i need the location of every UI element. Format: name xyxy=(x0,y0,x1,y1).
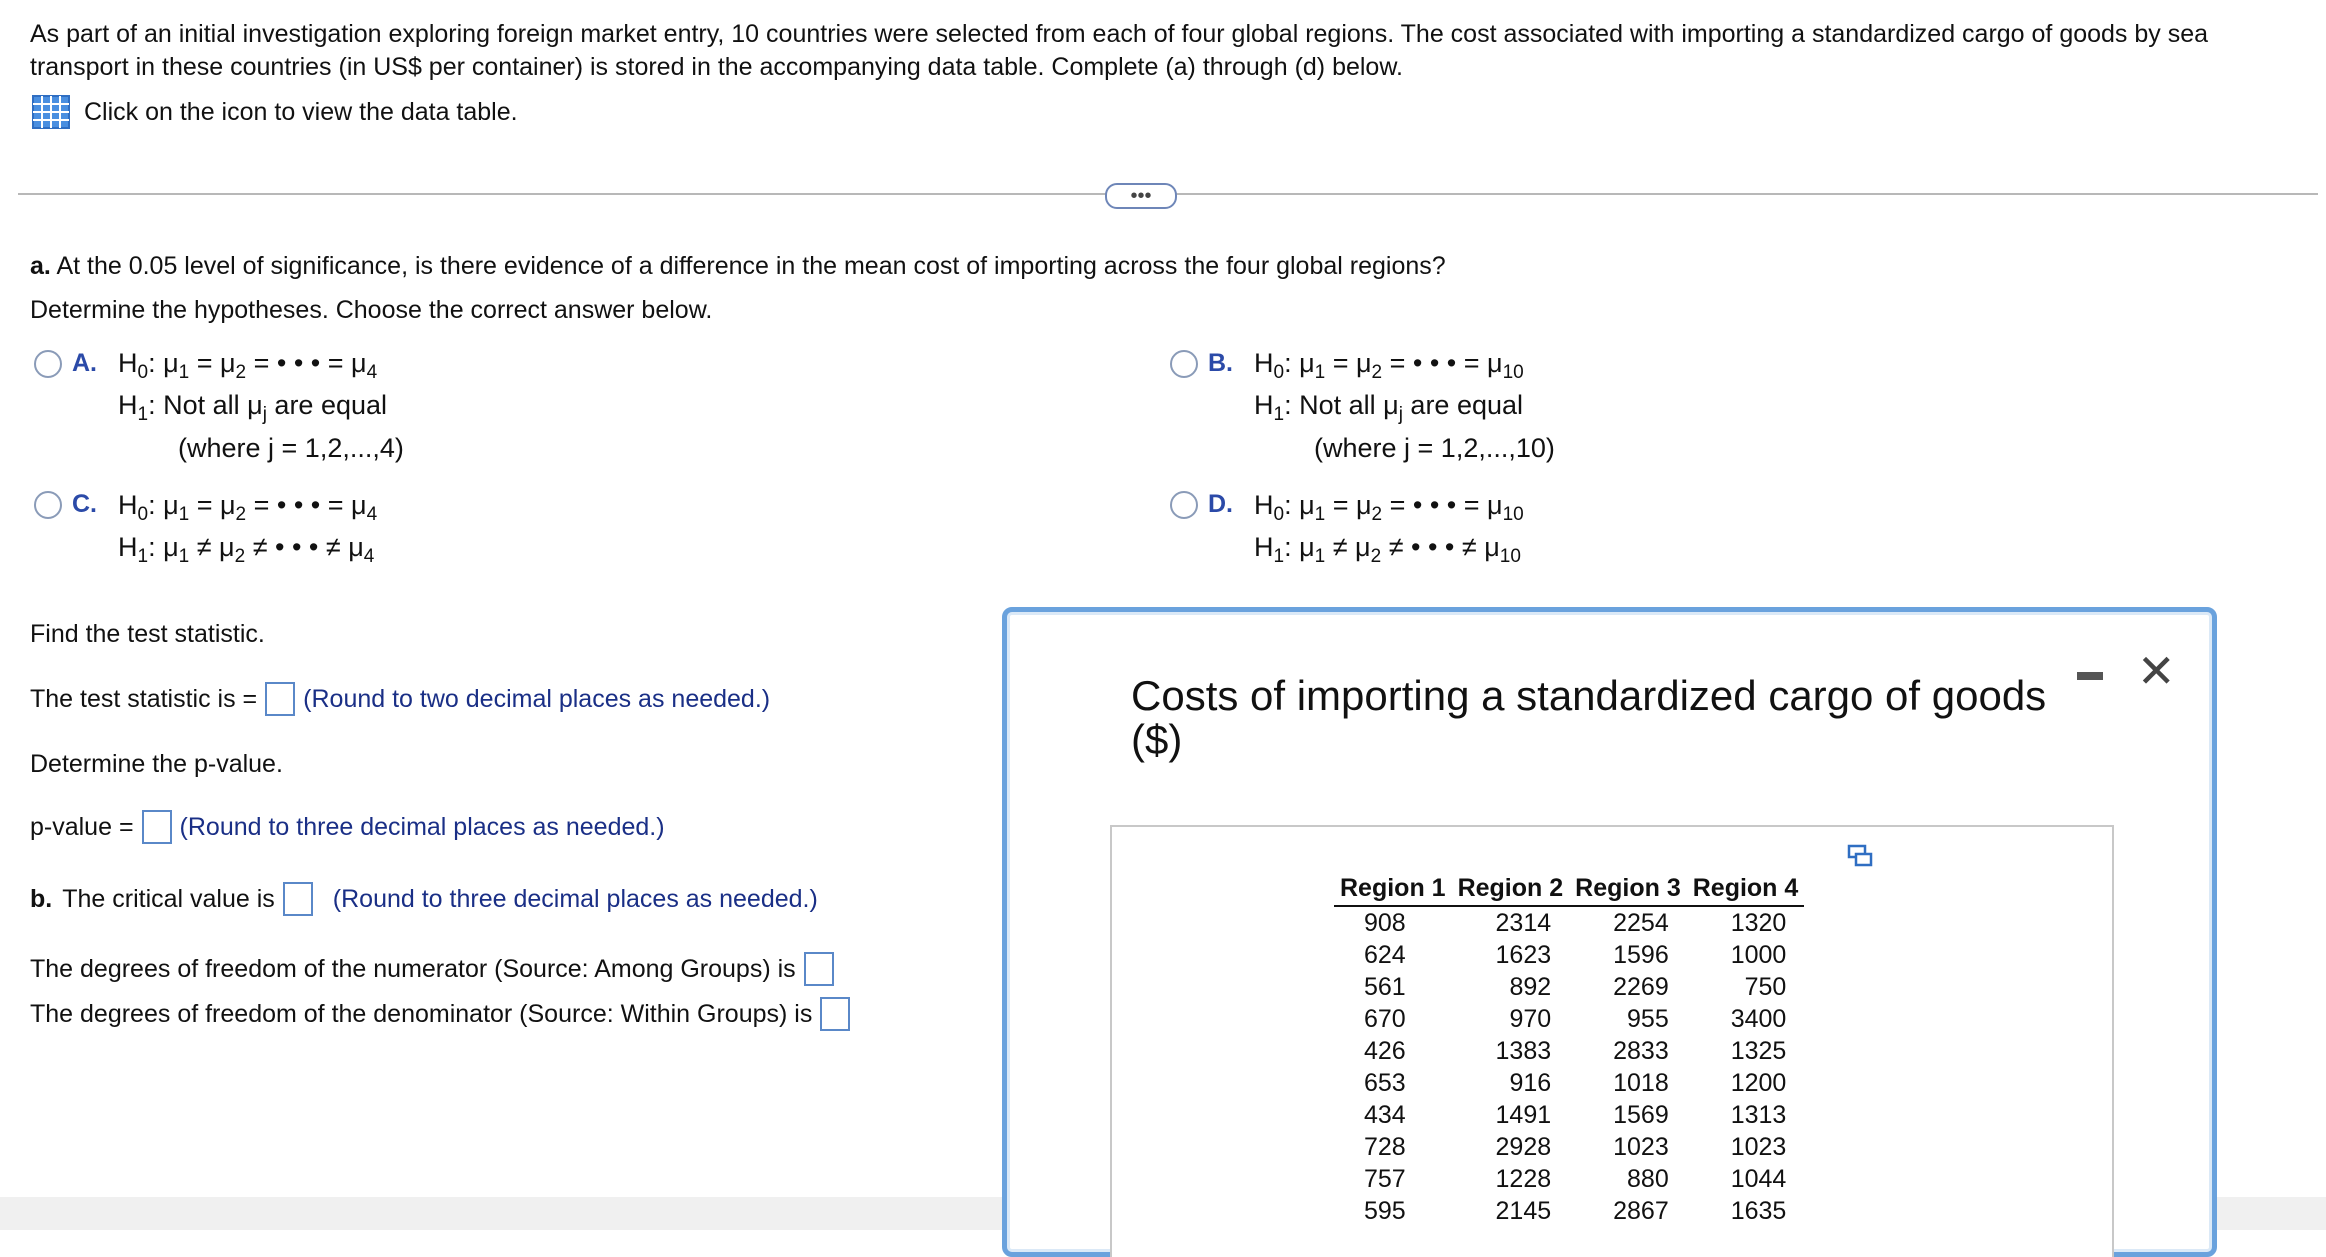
part-a-text: At the 0.05 level of significance, is there evidence of a difference in the mean cost of importing across the four global regions? xyxy=(56,252,1446,280)
data-table-popup xyxy=(1002,607,2217,1257)
table-cell: 3400 xyxy=(1730,1005,1787,1033)
critical-value-input[interactable] xyxy=(283,882,313,916)
df-numerator-label: The degrees of freedom of the numerator (Source: Among Groups) is xyxy=(30,954,796,983)
intro-paragraph: As part of an initial investigation exploring foreign market entry, 10 countries were selected from each of four global regions. The cost associated with importing a standardized cargo of goods by sea transport in these countries (in US$ per container) is stored in the accompanying data table. Complete (a) through (d) below. xyxy=(30,20,2209,81)
close-icon[interactable]: ✕ xyxy=(2137,645,2176,697)
table-cell: 1320 xyxy=(1730,909,1787,937)
table-cell: 2833 xyxy=(1613,1037,1669,1065)
minimize-icon[interactable] xyxy=(2077,672,2103,680)
table-cell: 434 xyxy=(1364,1101,1406,1129)
test-statistic-input[interactable] xyxy=(265,682,295,716)
df-denominator-row xyxy=(30,997,858,1031)
table-cell: 955 xyxy=(1627,1005,1669,1033)
df-numerator-row xyxy=(30,952,842,986)
option-a-radio[interactable] xyxy=(34,350,62,378)
table-row xyxy=(1334,971,1804,1003)
table-cell: 1200 xyxy=(1730,1069,1787,1097)
option-c-h0: $H_0$: $\mu_1 = \mu_2$ = • • • = $\mu_4$ xyxy=(118,490,378,525)
data-table-link[interactable] xyxy=(32,94,518,130)
page-bottom-bar-right xyxy=(2210,1197,2326,1230)
option-c-h1: $H_1$: $\mu_1 \ne \mu_2$ ≠ • • • ≠ $\mu_4$ xyxy=(118,532,375,567)
table-cell: 1491 xyxy=(1495,1101,1552,1129)
table-row xyxy=(1334,1099,1804,1131)
table-cell: 2269 xyxy=(1613,973,1669,1001)
option-c-letter[interactable]: C. xyxy=(72,490,97,518)
table-row xyxy=(1334,1195,1804,1227)
find-test-statistic: Find the test statistic. xyxy=(30,620,265,648)
part-a-label: a. xyxy=(30,252,51,280)
expand-more-button[interactable]: ••• xyxy=(1105,183,1177,209)
table-cell: 670 xyxy=(1364,1005,1406,1033)
option-b-h1: $H_1$: Not all $\mu_j$ are equal xyxy=(1254,390,1524,425)
option-a-where: (where j = 1,2,...,4) xyxy=(178,433,404,463)
critical-value-row xyxy=(30,882,818,916)
table-row xyxy=(1334,1035,1804,1067)
table-cell: 1023 xyxy=(1613,1133,1669,1161)
table-cell: 2254 xyxy=(1613,909,1669,937)
table-cell: 750 xyxy=(1744,973,1787,1001)
table-cell: 1000 xyxy=(1730,941,1787,969)
option-a-letter[interactable]: A. xyxy=(72,349,97,377)
table-cell: 908 xyxy=(1364,909,1406,937)
popup-title: Costs of importing a standardized cargo of goods ($) xyxy=(1131,672,2047,763)
problem-intro xyxy=(30,18,2310,84)
table-cell: 1596 xyxy=(1613,941,1669,969)
table-cell: 1313 xyxy=(1730,1101,1787,1129)
table-cell: 2314 xyxy=(1495,909,1552,937)
page-bottom-bar xyxy=(0,1197,1002,1230)
column-header: Region 4 xyxy=(1687,871,1805,906)
option-a-h0: $H_0$: $\mu_1 = \mu_2$ = • • • = $\mu_4$ xyxy=(118,348,378,383)
table-cell: 757 xyxy=(1364,1165,1406,1193)
copy-icon[interactable] xyxy=(1847,844,1873,868)
part-a-question xyxy=(30,252,1446,281)
option-b-letter[interactable]: B. xyxy=(1208,349,1233,377)
table-row xyxy=(1334,906,1804,939)
table-cell: 728 xyxy=(1364,1133,1406,1161)
option-d-letter[interactable]: D. xyxy=(1208,490,1233,518)
table-header-row xyxy=(1334,871,1804,906)
p-value-label: p-value = xyxy=(30,812,134,841)
table-cell: 1228 xyxy=(1495,1165,1552,1193)
table-cell: 1325 xyxy=(1730,1037,1787,1065)
critical-value-label: The critical value is xyxy=(62,884,275,913)
table-cell: 2928 xyxy=(1495,1133,1552,1161)
option-d-radio[interactable] xyxy=(1170,491,1198,519)
table-row xyxy=(1334,1067,1804,1099)
table-cell: 1044 xyxy=(1730,1165,1787,1193)
data-table-icon[interactable] xyxy=(32,95,70,129)
hypotheses-instruction: Determine the hypotheses. Choose the correct answer below. xyxy=(30,296,713,324)
p-value-input[interactable] xyxy=(142,810,172,844)
option-b-h0: $H_0$: $\mu_1 = \mu_2$ = • • • = $\mu_{10}$ xyxy=(1254,348,1524,383)
test-statistic-hint: (Round to two decimal places as needed.) xyxy=(303,684,771,713)
table-cell: 2867 xyxy=(1613,1197,1669,1225)
table-cell: 1383 xyxy=(1495,1037,1552,1065)
table-cell: 561 xyxy=(1364,973,1406,1001)
option-b-radio[interactable] xyxy=(1170,350,1198,378)
column-header: Region 1 xyxy=(1334,871,1452,906)
table-cell: 653 xyxy=(1364,1069,1406,1097)
option-a-h1: $H_1$: Not all $\mu_j$ are equal xyxy=(118,390,388,425)
table-row xyxy=(1334,939,1804,971)
table-cell: 970 xyxy=(1509,1005,1552,1033)
table-cell: 916 xyxy=(1509,1069,1552,1097)
part-b-label: b. xyxy=(30,884,53,913)
test-statistic-label: The test statistic is = xyxy=(30,684,258,713)
table-cell: 1018 xyxy=(1613,1069,1669,1097)
p-value-hint: (Round to three decimal places as needed.) xyxy=(179,812,665,841)
table-cell: 1623 xyxy=(1495,941,1552,969)
data-table-frame xyxy=(1110,825,2114,1257)
critical-value-hint: (Round to three decimal places as needed.) xyxy=(332,884,818,913)
table-cell: 624 xyxy=(1364,941,1406,969)
table-cell: 2145 xyxy=(1495,1197,1552,1225)
option-c-radio[interactable] xyxy=(34,491,62,519)
table-cell: 1569 xyxy=(1613,1101,1669,1129)
column-header: Region 3 xyxy=(1569,871,1687,906)
table-cell: 1023 xyxy=(1730,1133,1787,1161)
table-cell: 880 xyxy=(1627,1165,1669,1193)
option-d-h1: $H_1$: $\mu_1 \ne \mu_2$ ≠ • • • ≠ $\mu_{10}$ xyxy=(1254,532,1521,567)
table-row xyxy=(1334,1163,1804,1195)
determine-p-value: Determine the p-value. xyxy=(30,750,283,778)
table-cell: 426 xyxy=(1364,1037,1406,1065)
table-cell: 892 xyxy=(1509,973,1552,1001)
df-denominator-label: The degrees of freedom of the denominator (Source: Within Groups) is xyxy=(30,999,813,1028)
df-denominator-input[interactable] xyxy=(820,997,850,1031)
table-row xyxy=(1334,1131,1804,1163)
table-link-text[interactable]: Click on the icon to view the data table. xyxy=(84,97,518,126)
table-row xyxy=(1334,1003,1804,1035)
column-header: Region 2 xyxy=(1452,871,1570,906)
p-value-row xyxy=(30,810,665,844)
table-cell: 595 xyxy=(1364,1197,1406,1225)
option-b-where: (where j = 1,2,...,10) xyxy=(1314,433,1555,463)
df-numerator-input[interactable] xyxy=(804,952,834,986)
option-d-h0: $H_0$: $\mu_1 = \mu_2$ = • • • = $\mu_{10}$ xyxy=(1254,490,1524,525)
costs-data-table xyxy=(1334,871,1804,1227)
table-cell: 1635 xyxy=(1730,1197,1787,1225)
test-statistic-row xyxy=(30,682,770,716)
